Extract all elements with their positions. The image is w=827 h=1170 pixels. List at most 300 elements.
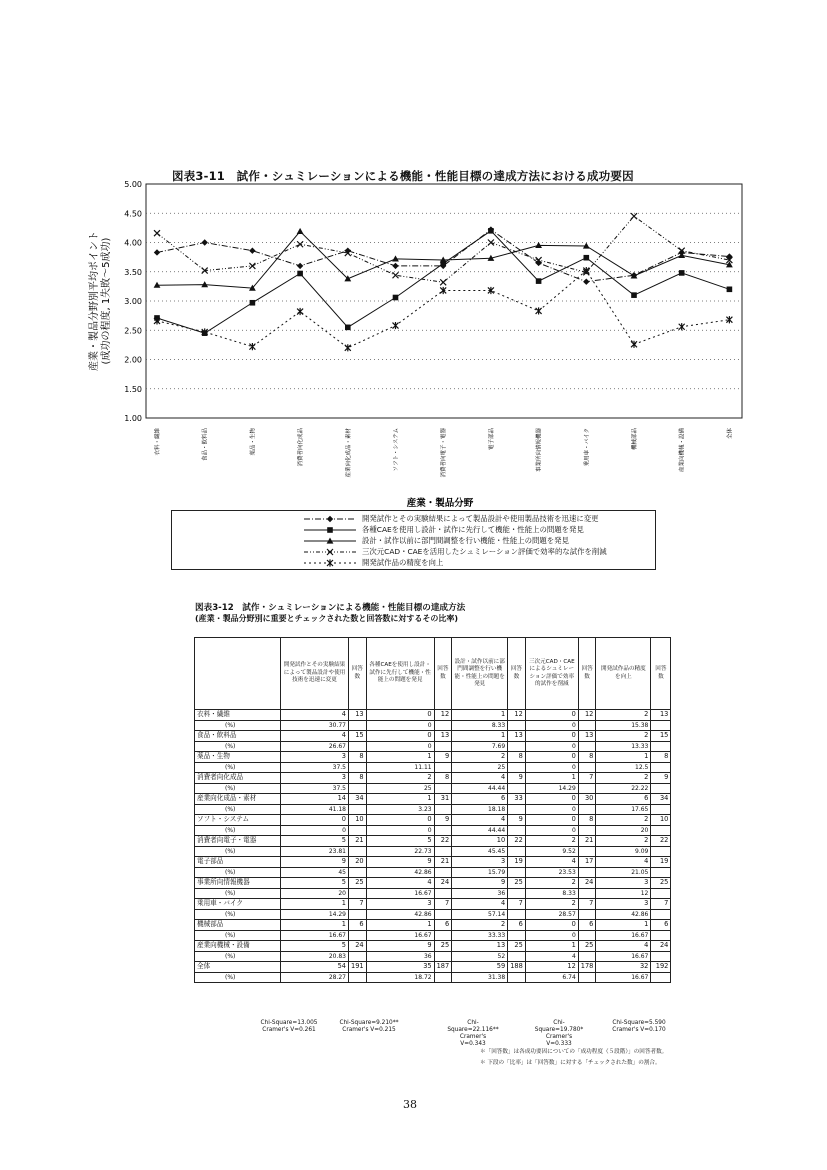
table-cell-pct <box>578 846 596 857</box>
table-cell: 12 <box>434 710 452 721</box>
x-tick-label: 事業所向情報機器 <box>536 428 543 473</box>
y-tick-label: 2.00 <box>124 355 142 365</box>
data-point-s1 <box>297 263 303 269</box>
table-cell-pct: 36 <box>452 888 508 899</box>
pct-label: (%) <box>195 846 281 857</box>
y-tick-label: 4.00 <box>124 238 142 248</box>
table-cell: 14 <box>281 794 349 805</box>
table-cell: 7 <box>508 899 526 910</box>
table-cell: 13 <box>434 731 452 742</box>
pct-label: (%) <box>195 888 281 899</box>
table-cell-pct <box>651 846 671 857</box>
x-tick-label: 全体 <box>727 428 734 440</box>
table-cell-pct <box>508 909 526 920</box>
table-cell-pct <box>434 888 452 899</box>
table-cell: 0 <box>525 794 578 805</box>
data-point-s3 <box>297 228 304 234</box>
plot-area <box>146 184 742 418</box>
table-cell: 0 <box>525 920 578 931</box>
table-cell-pct: 8.33 <box>452 720 508 731</box>
table-cell: 4 <box>452 815 508 826</box>
table-row-pct <box>195 741 671 752</box>
table-cell-pct <box>434 909 452 920</box>
table-cell: 25 <box>349 878 367 889</box>
pct-label: (%) <box>195 930 281 941</box>
table-header: 設計・試作以前に部門間調整を行い機能・性能上の問題を発見 <box>452 638 508 710</box>
x-tick-label: 電子部品 <box>488 428 495 451</box>
table-cell-pct <box>349 888 367 899</box>
data-table <box>194 637 671 983</box>
table-cell-pct: 28.57 <box>525 909 578 920</box>
row-label: 消費者向電子・電器 <box>195 836 281 847</box>
table-cell: 21 <box>434 857 452 868</box>
table-cell: 22 <box>508 836 526 847</box>
table-cell: 3 <box>281 752 349 763</box>
table-cell-pct: 23.53 <box>525 867 578 878</box>
table-cell-pct <box>651 783 671 794</box>
table-cell-pct: 44.44 <box>452 825 508 836</box>
table-cell: 0 <box>525 731 578 742</box>
table-cell: 25 <box>508 941 526 952</box>
table-header: 回答数 <box>349 638 367 710</box>
row-label: 薬品・生物 <box>195 752 281 763</box>
table-cell-pct <box>434 930 452 941</box>
row-label: 食品・飲料品 <box>195 731 281 742</box>
table-cell: 8 <box>651 752 671 763</box>
legend-swatch <box>302 558 358 568</box>
table-cell-pct <box>651 762 671 773</box>
table-cell-pct: 31.38 <box>452 972 508 983</box>
table-cell: 4 <box>281 731 349 742</box>
table-cell-pct: 0 <box>366 825 434 836</box>
y-tick-label: 1.00 <box>124 414 142 423</box>
table-cell: 12 <box>525 962 578 973</box>
table-cell-pct: 41.18 <box>281 804 349 815</box>
legend-label: 三次元CAD・CAEを活用したシュミレーション評価で効率的な試作を削減 <box>362 547 607 556</box>
y-tick-label: 5.00 <box>124 180 142 189</box>
table-cell-pct <box>508 720 526 731</box>
table-cell: 2 <box>452 920 508 931</box>
legend-marker <box>327 527 333 533</box>
legend-item <box>302 546 607 557</box>
row-label: 電子部品 <box>195 857 281 868</box>
table-cell: 1 <box>596 752 651 763</box>
table-cell-pct <box>508 741 526 752</box>
table-header: 回答数 <box>434 638 452 710</box>
data-point-s5 <box>345 344 351 351</box>
table-cell: 2 <box>596 773 651 784</box>
table-row <box>195 773 671 784</box>
table-cell: 7 <box>434 899 452 910</box>
table-cell-pct: 4 <box>525 951 578 962</box>
pct-label: (%) <box>195 762 281 773</box>
table-cell-pct: 0 <box>525 930 578 941</box>
chart-title: 図表3-11 試作・シュミレーションによる機能・性能目標の達成方法における成功要因 <box>172 169 634 183</box>
data-point-s5 <box>536 307 542 314</box>
table-cell-pct: 15.38 <box>596 720 651 731</box>
table-cell: 2 <box>525 899 578 910</box>
pct-label: (%) <box>195 741 281 752</box>
x-tick-label: 産業向機械・設備 <box>679 428 686 473</box>
table-cell-pct <box>578 825 596 836</box>
legend-item <box>302 535 569 546</box>
table-cell: 6 <box>434 920 452 931</box>
table-cell: 2 <box>596 815 651 826</box>
y-tick-label: 1.50 <box>124 384 142 394</box>
table-cell-pct <box>651 867 671 878</box>
x-tick-label: 薬品・生物 <box>250 428 257 456</box>
table-cell-pct <box>578 972 596 983</box>
table-cell: 2 <box>525 836 578 847</box>
table-cell: 9 <box>508 815 526 826</box>
table-cell: 19 <box>651 857 671 868</box>
legend-label: 開発試作とその実験結果によって製品設計や使用製品技術を迅速に変更 <box>362 514 599 523</box>
legend-item <box>302 513 599 524</box>
table-cell-pct: 20.83 <box>281 951 349 962</box>
table-cell-pct: 12 <box>596 888 651 899</box>
table-cell-pct <box>651 825 671 836</box>
table-cell-pct <box>349 741 367 752</box>
table-cell: 34 <box>349 794 367 805</box>
table-cell: 7 <box>651 899 671 910</box>
table-cell-pct: 0 <box>525 825 578 836</box>
table-cell-pct: 45 <box>281 867 349 878</box>
y-tick-label: 4.50 <box>124 209 142 219</box>
table-cell: 4 <box>366 878 434 889</box>
legend-swatch <box>302 536 358 546</box>
table-cell-pct: 20 <box>281 888 349 899</box>
table-cell-pct: 8.33 <box>525 888 578 899</box>
table-cell: 7 <box>578 773 596 784</box>
table-cell: 2 <box>596 836 651 847</box>
table-cell-pct: 7.69 <box>452 741 508 752</box>
table-cell-pct <box>651 720 671 731</box>
data-point-s1 <box>583 278 589 284</box>
table-cell: 5 <box>281 836 349 847</box>
table-row-pct <box>195 951 671 962</box>
table-cell: 22 <box>651 836 671 847</box>
table-cell-pct: 45.45 <box>452 846 508 857</box>
table-cell-pct <box>651 930 671 941</box>
data-point-s4 <box>297 241 303 247</box>
table-cell-pct: 22.22 <box>596 783 651 794</box>
table-row <box>195 878 671 889</box>
table-cell-pct <box>349 783 367 794</box>
data-point-s4 <box>154 230 160 236</box>
table-header: 回答数 <box>578 638 596 710</box>
table-cell-pct: 57.14 <box>452 909 508 920</box>
table-cell: 30 <box>578 794 596 805</box>
table-cell-pct <box>434 972 452 983</box>
pct-label: (%) <box>195 867 281 878</box>
table-cell: 9 <box>651 773 671 784</box>
table-cell-pct <box>508 867 526 878</box>
table-cell-pct <box>578 804 596 815</box>
table-cell-pct <box>651 804 671 815</box>
stat-text: Chi-Square=9.210** Cramer's V=0.215 <box>339 1020 399 1033</box>
x-tick-label: 機械部品 <box>632 428 638 451</box>
table-cell: 3 <box>452 857 508 868</box>
table-cell-pct <box>349 972 367 983</box>
note-text: ＊ 下段の「比率」は「回答数」に対する「チェックされた数」の割合。 <box>480 1060 661 1066</box>
table-cell-pct <box>434 741 452 752</box>
table-cell-pct: 28.27 <box>281 972 349 983</box>
table-cell-pct: 0 <box>525 720 578 731</box>
table-cell-pct <box>349 867 367 878</box>
table-header: 三次元CAD・CAEによるシュミレーション評価で効率的試作を削減 <box>525 638 578 710</box>
table-cell-pct: 9.52 <box>525 846 578 857</box>
row-label: ソフト・システム <box>195 815 281 826</box>
table-cell: 4 <box>596 941 651 952</box>
table-cell: 5 <box>281 878 349 889</box>
stat-text: Chi-Square=5.590 Cramer's V=0.170 <box>612 1020 666 1033</box>
table-cell-pct: 42.86 <box>596 909 651 920</box>
table-row <box>195 941 671 952</box>
table-cell-pct: 14.29 <box>281 909 349 920</box>
table-row-pct <box>195 720 671 731</box>
table-cell: 8 <box>349 773 367 784</box>
table-cell: 19 <box>508 857 526 868</box>
table-cell: 9 <box>434 815 452 826</box>
table-cell: 21 <box>349 836 367 847</box>
table-cell-pct <box>434 951 452 962</box>
data-point-s5 <box>249 343 255 350</box>
table-cell-pct <box>578 888 596 899</box>
table-cell: 59 <box>452 962 508 973</box>
table-cell: 24 <box>434 878 452 889</box>
table-cell-pct: 16.67 <box>366 888 434 899</box>
table-cell: 0 <box>366 731 434 742</box>
legend-marker <box>327 559 333 566</box>
table-cell-pct <box>349 762 367 773</box>
table-cell: 10 <box>349 815 367 826</box>
legend-label: 各種CAEを使用し設計・試作に先行して機能・性能上の問題を発見 <box>362 525 584 534</box>
table-cell-pct: 16.67 <box>596 930 651 941</box>
pct-label: (%) <box>195 720 281 731</box>
table-row <box>195 920 671 931</box>
table-cell-pct <box>578 741 596 752</box>
table-cell-pct <box>651 888 671 899</box>
table-row-pct <box>195 825 671 836</box>
table-cell: 35 <box>366 962 434 973</box>
table-cell: 13 <box>508 731 526 742</box>
table-cell-pct: 25 <box>452 762 508 773</box>
row-label: 消費者向化成品 <box>195 773 281 784</box>
table-cell: 9 <box>434 752 452 763</box>
table-cell: 12 <box>578 710 596 721</box>
x-tick-label: ソフト・システム <box>393 428 400 472</box>
table-cell: 33 <box>508 794 526 805</box>
table-cell-pct: 25 <box>366 783 434 794</box>
legend-label: 設計・試作以前に部門間調整を行い機能・性能上の問題を発見 <box>362 536 569 545</box>
legend-item <box>302 524 584 535</box>
table-row <box>195 857 671 868</box>
table-cell: 2 <box>452 752 508 763</box>
table-cell-pct <box>578 720 596 731</box>
table-cell-pct <box>349 804 367 815</box>
table-cell: 24 <box>651 941 671 952</box>
data-point-s4 <box>440 279 446 285</box>
data-point-s2 <box>393 295 399 301</box>
data-point-s1 <box>726 253 732 259</box>
x-tick-label: 産業向化成品・素材 <box>345 428 352 478</box>
table-cell-pct <box>651 741 671 752</box>
y-axis-label: 産業・製品分野別平均ポイント <box>89 231 100 371</box>
table-row <box>195 815 671 826</box>
pct-label: (%) <box>195 972 281 983</box>
table-cell-pct: 3.23 <box>366 804 434 815</box>
table-cell: 2 <box>596 710 651 721</box>
table-cell-pct: 0 <box>525 804 578 815</box>
table-row <box>195 710 671 721</box>
row-label: 産業向機械・設備 <box>195 941 281 952</box>
table-cell-pct: 0 <box>366 720 434 731</box>
table-cell: 8 <box>508 752 526 763</box>
table-cell: 1 <box>366 794 434 805</box>
table-cell-pct: 18.18 <box>452 804 508 815</box>
series-line-1 <box>157 230 729 282</box>
series-line-4 <box>157 216 729 282</box>
table-cell: 1 <box>281 920 349 931</box>
x-axis-label: 産業・製品分野 <box>406 498 474 509</box>
table-cell: 9 <box>366 857 434 868</box>
table-cell-pct: 36 <box>366 951 434 962</box>
table-cell-pct: 0 <box>366 741 434 752</box>
x-tick-label: 消費者向化成品 <box>298 428 305 467</box>
table-cell: 24 <box>578 878 596 889</box>
data-point-s4 <box>249 263 255 269</box>
table-row-pct <box>195 930 671 941</box>
table-cell-pct <box>578 909 596 920</box>
table-cell: 17 <box>578 857 596 868</box>
stat-text: Chi- Square=22.116** Cramer's V=0.343 <box>447 1020 499 1047</box>
table-cell: 13 <box>651 710 671 721</box>
table-cell: 31 <box>434 794 452 805</box>
table-cell: 191 <box>349 962 367 973</box>
pct-label: (%) <box>195 951 281 962</box>
table-cell: 1 <box>281 899 349 910</box>
table-cell-pct <box>578 762 596 773</box>
table-cell-pct: 30.77 <box>281 720 349 731</box>
legend-swatch <box>302 525 358 535</box>
table-cell-pct <box>578 951 596 962</box>
table-row-pct <box>195 888 671 899</box>
table-cell: 8 <box>349 752 367 763</box>
table-cell: 2 <box>525 878 578 889</box>
table-cell-pct <box>349 909 367 920</box>
table-cell-pct <box>508 846 526 857</box>
table-cell-pct: 6.74 <box>525 972 578 983</box>
table-cell: 4 <box>596 857 651 868</box>
table-cell-pct: 14.29 <box>525 783 578 794</box>
table-cell-pct <box>349 930 367 941</box>
data-point-s1 <box>249 247 255 253</box>
data-point-s2 <box>584 255 590 261</box>
page-number: 38 <box>403 1098 417 1111</box>
table-cell: 25 <box>508 878 526 889</box>
table-header: 開発試作とその実験結果によって製品設計や使用技術を迅速に変更 <box>281 638 349 710</box>
row-label: 産業向化成品・素材 <box>195 794 281 805</box>
table-subtitle: (産業・製品分野別に重要とチェックされた数と回答数に対するその比率) <box>195 614 459 623</box>
table-cell-pct <box>434 846 452 857</box>
row-label: 全体 <box>195 962 281 973</box>
table-cell: 6 <box>452 794 508 805</box>
table-cell-pct: 52 <box>452 951 508 962</box>
data-point-s1 <box>392 263 398 269</box>
table-cell-pct <box>434 762 452 773</box>
table-cell: 9 <box>281 857 349 868</box>
data-point-s2 <box>679 270 685 276</box>
table-cell: 4 <box>281 710 349 721</box>
table-cell: 0 <box>281 815 349 826</box>
y-tick-label: 2.50 <box>124 326 142 336</box>
table-cell-pct: 44.44 <box>452 783 508 794</box>
data-point-s5 <box>154 317 160 324</box>
table-cell: 3 <box>596 878 651 889</box>
table-cell: 6 <box>578 920 596 931</box>
table-cell: 24 <box>349 941 367 952</box>
stat-text: Chi-Square=13.005 Cramer's V=0.261 <box>260 1020 318 1033</box>
table-cell: 3 <box>596 899 651 910</box>
table-cell-pct <box>508 888 526 899</box>
y-axis-label: (成功の程度, 1失敗～5成功) <box>101 237 112 365</box>
row-label: 機械部品 <box>195 920 281 931</box>
table-cell-pct <box>651 909 671 920</box>
table-cell: 7 <box>578 899 596 910</box>
table-cell: 2 <box>596 731 651 742</box>
table-row <box>195 794 671 805</box>
table-cell: 4 <box>525 857 578 868</box>
table-cell: 21 <box>578 836 596 847</box>
data-point-s2 <box>536 278 542 284</box>
table-cell-pct: 0 <box>281 825 349 836</box>
table-cell-pct: 42.86 <box>366 867 434 878</box>
data-point-s4 <box>631 213 637 219</box>
row-label: 乗用車・バイク <box>195 899 281 910</box>
table-cell: 1 <box>525 941 578 952</box>
table-cell-pct: 18.72 <box>366 972 434 983</box>
table-cell-pct <box>508 951 526 962</box>
legend-marker <box>327 515 333 521</box>
legend-item <box>302 557 443 568</box>
table-cell-pct <box>349 846 367 857</box>
table-cell-pct: 16.67 <box>596 972 651 983</box>
table-cell: 20 <box>349 857 367 868</box>
table-cell-pct: 33.33 <box>452 930 508 941</box>
legend-marker <box>327 549 333 555</box>
table-row-pct <box>195 804 671 815</box>
table-header: 各種CAEを使用し設計・試作に先行して機能・性能上の問題を発見 <box>366 638 434 710</box>
table-cell: 25 <box>578 941 596 952</box>
table-cell-pct <box>578 867 596 878</box>
table-cell: 1 <box>525 773 578 784</box>
table-cell-pct: 20 <box>596 825 651 836</box>
table-cell: 7 <box>349 899 367 910</box>
y-tick-label: 3.50 <box>124 267 142 277</box>
table-row <box>195 899 671 910</box>
table-cell-pct: 0 <box>525 762 578 773</box>
table-cell: 10 <box>452 836 508 847</box>
table-cell: 8 <box>578 815 596 826</box>
table-cell: 34 <box>651 794 671 805</box>
data-point-s1 <box>154 249 160 255</box>
legend-label: 開発試作品の精度を向上 <box>362 558 444 567</box>
table-header: 開発試作品の精度を向上 <box>596 638 651 710</box>
table-row-pct <box>195 972 671 983</box>
table-cell-pct <box>508 783 526 794</box>
table-cell-pct: 11.11 <box>366 762 434 773</box>
table-cell: 15 <box>349 731 367 742</box>
